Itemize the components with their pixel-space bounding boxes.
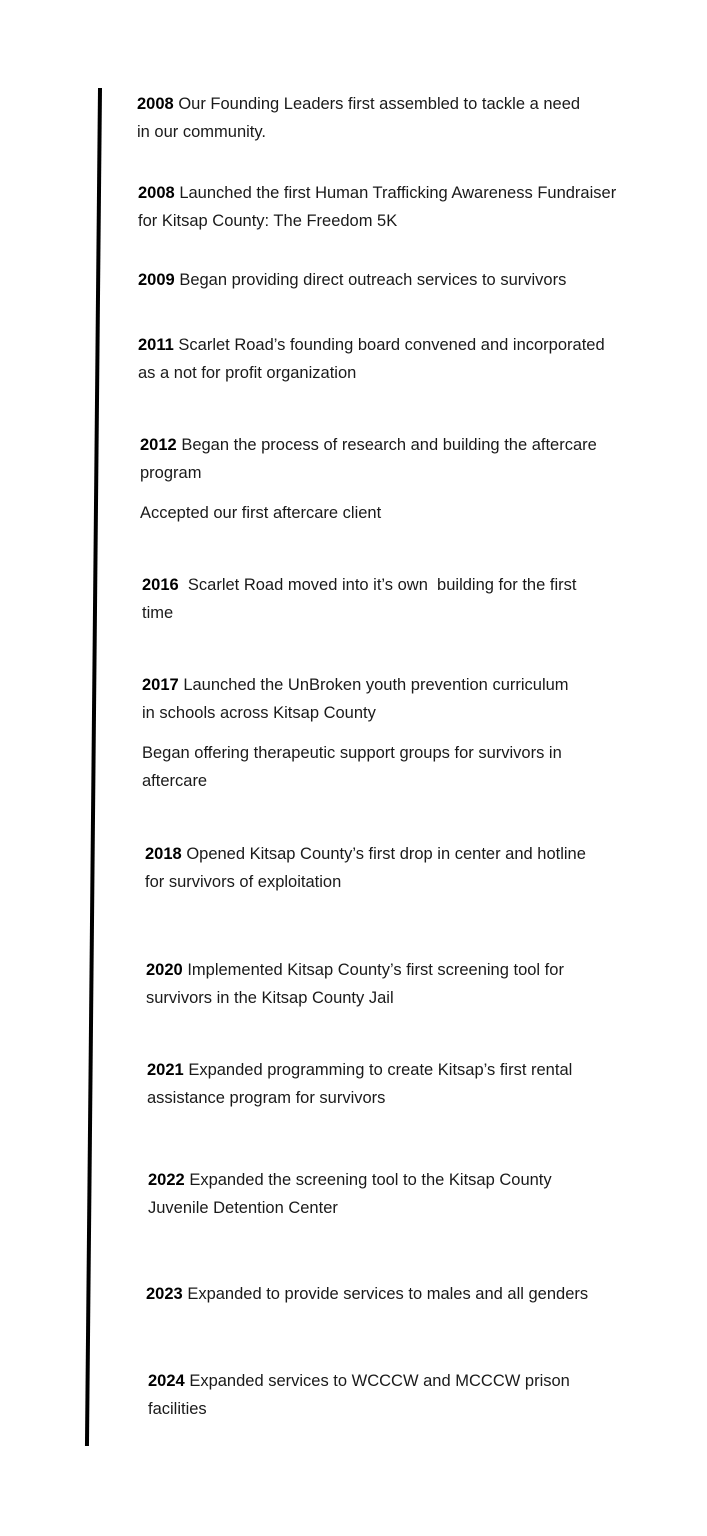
entry-text: Implemented Kitsap County’s first screening tool for xyxy=(187,961,564,979)
entry-year: 2023 xyxy=(146,1285,183,1303)
entry-year: 2008 xyxy=(137,95,174,113)
entry-year: 2012 xyxy=(140,436,177,454)
entry-text: Launched the first Human Trafficking Awareness Fundraiser xyxy=(179,184,617,202)
entry-text: aftercare xyxy=(142,772,208,790)
entry-text: Expanded to provide services to males and all genders xyxy=(187,1285,589,1303)
timeline-entry-2016 xyxy=(142,571,576,627)
entry-text: time xyxy=(142,604,174,622)
entry-line xyxy=(138,331,605,359)
entry-line xyxy=(145,840,586,868)
entry-text: Scarlet Road moved into it’s own building for the first xyxy=(183,576,577,594)
entry-year: 2017 xyxy=(142,676,179,694)
entry-text: for Kitsap County: The Freedom 5K xyxy=(138,212,398,230)
entry-line xyxy=(147,1056,572,1084)
timeline-entry-2012 xyxy=(140,431,597,487)
entry-year: 2020 xyxy=(146,961,183,979)
entry-text: Opened Kitsap County’s first drop in center and hotline xyxy=(186,845,586,863)
timeline-line xyxy=(85,88,102,1446)
entry-line xyxy=(142,571,576,599)
entry-text: as a not for profit organization xyxy=(138,364,357,382)
timeline-entry-2008-freedom-5k xyxy=(138,179,616,235)
entry-line xyxy=(146,1280,588,1308)
timeline-entry-2018 xyxy=(145,840,586,896)
entry-text: facilities xyxy=(148,1400,207,1418)
entry-text: Expanded services to WCCCW and MCCCW prison xyxy=(189,1372,570,1390)
entry-year: 2018 xyxy=(145,845,182,863)
entry-line xyxy=(140,431,597,459)
entry-text: Accepted our first aftercare client xyxy=(140,504,382,522)
timeline-entry-2008-founding xyxy=(137,90,580,146)
entry-text: Began offering therapeutic support groups for survivors in xyxy=(142,744,562,762)
entry-text: Began the process of research and building the aftercare xyxy=(181,436,597,454)
entry-text: program xyxy=(140,464,202,482)
timeline-entry-2017 xyxy=(142,671,569,727)
timeline-entry-2009 xyxy=(138,266,566,294)
entry-text: Expanded programming to create Kitsap’s first rental xyxy=(188,1061,573,1079)
entry-text: Launched the UnBroken youth prevention curriculum xyxy=(183,676,569,694)
entry-line xyxy=(138,266,566,294)
entry-text: Expanded the screening tool to the Kitsap County xyxy=(189,1171,552,1189)
timeline-entry-2012-aftercare-client xyxy=(140,499,381,527)
timeline-entry-2022 xyxy=(148,1166,552,1222)
entry-line xyxy=(137,90,580,118)
timeline-entry-2017-support-groups xyxy=(142,739,562,795)
entry-year: 2022 xyxy=(148,1171,185,1189)
entry-text: Scarlet Road’s founding board convened and incorporated xyxy=(178,336,605,354)
entry-text: Our Founding Leaders first assembled to tackle a need xyxy=(178,95,581,113)
timeline-entry-2021 xyxy=(147,1056,572,1112)
entry-line xyxy=(148,1166,552,1194)
timeline-entry-2011 xyxy=(138,331,605,387)
timeline-entry-2024 xyxy=(148,1367,570,1423)
entry-text: Began providing direct outreach services to survivors xyxy=(179,271,567,289)
entry-year: 2024 xyxy=(148,1372,185,1390)
entry-text: in schools across Kitsap County xyxy=(142,704,376,722)
timeline-entry-2023 xyxy=(146,1280,588,1308)
timeline-entry-2020 xyxy=(146,956,564,1012)
entry-text: assistance program for survivors xyxy=(147,1089,386,1107)
entry-text: Juvenile Detention Center xyxy=(148,1199,338,1217)
entry-text: in our community. xyxy=(137,123,266,141)
entry-line xyxy=(142,671,569,699)
entry-year: 2009 xyxy=(138,271,175,289)
entry-line xyxy=(146,956,564,984)
entry-year: 2016 xyxy=(142,576,179,594)
entry-year: 2008 xyxy=(138,184,175,202)
entry-text: survivors in the Kitsap County Jail xyxy=(146,989,394,1007)
entry-line xyxy=(138,179,616,207)
entry-line xyxy=(148,1367,570,1395)
entry-year: 2021 xyxy=(147,1061,184,1079)
entry-text: for survivors of exploitation xyxy=(145,873,342,891)
entry-year: 2011 xyxy=(138,336,174,354)
